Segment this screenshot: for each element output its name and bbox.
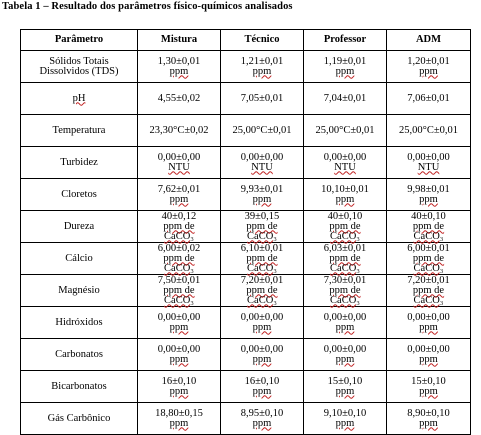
measured-value: 40±0,10	[327, 210, 363, 222]
unit-label: NTU	[417, 161, 440, 173]
unit-label: CaCO₃	[164, 230, 194, 242]
value-cell-calcio-professor	[304, 243, 387, 275]
table-row-tds	[21, 51, 471, 83]
value-cell-bicarbonatos-tecnico	[221, 371, 304, 403]
measured-value: 8,95±0,10	[240, 407, 284, 419]
parameter-cell-magnesio	[21, 275, 138, 307]
unit-label: CaCO₃	[413, 294, 444, 306]
unit-label: ppm de	[246, 252, 278, 264]
parameter-cell-temperatura	[21, 115, 138, 147]
unit-label: CaCO₃	[164, 262, 194, 274]
measured-value: 25,00°C±0,01	[315, 124, 375, 136]
unit-label: CaCO₃	[413, 230, 444, 242]
measured-value: 18,80±0,15	[155, 407, 203, 419]
measured-value: 0,00±0,00	[240, 151, 284, 163]
value-cell-ph-tecnico	[221, 83, 304, 115]
measured-value: 6,10±0,01	[240, 242, 284, 254]
value-cell-magnesio-mistura	[138, 275, 221, 307]
measured-value: 6,00±0,01	[407, 242, 450, 254]
parameter-cell-cloretos	[21, 179, 138, 211]
unit-label: ppm de	[246, 220, 278, 232]
table-caption: Tabela 1 – Resultado dos parâmetros físico-químicos analisados	[2, 1, 293, 12]
value-cell-bicarbonatos-adm	[387, 371, 471, 403]
measured-value: 1,21±0,01	[240, 55, 284, 67]
value-cell-tds-mistura	[138, 51, 221, 83]
measured-value: 0,00±0,00	[407, 151, 450, 163]
measured-value: 0,00±0,00	[323, 311, 367, 323]
unit-label: ppm	[169, 321, 189, 333]
unit-label: CaCO₃	[330, 230, 360, 242]
parameter-label: pH	[72, 92, 86, 104]
header-cell-mistura: Mistura	[138, 30, 221, 51]
unit-label: ppm de	[412, 252, 445, 264]
unit-label: CaCO₃	[247, 294, 277, 306]
unit-label: ppm	[169, 353, 189, 365]
measured-value: 7,05±0,01	[240, 92, 284, 104]
unit-label: ppm	[419, 321, 438, 333]
unit-label: CaCO₃	[247, 230, 277, 242]
measured-value: 10,10±0,01	[321, 183, 369, 195]
value-cell-temperatura-adm	[387, 115, 471, 147]
unit-label: ppm	[169, 385, 189, 397]
unit-label: ppm de	[246, 284, 278, 296]
measured-value: 7,30±0,01	[323, 274, 367, 286]
value-cell-tds-professor	[304, 51, 387, 83]
header-cell-professor: Professor	[304, 30, 387, 51]
measured-value: 0,00±0,00	[240, 311, 284, 323]
value-cell-carbonatos-tecnico	[221, 339, 304, 371]
value-cell-hidroxidos-tecnico	[221, 307, 304, 339]
table-row-calcio	[21, 243, 471, 275]
unit-label: ppm	[419, 353, 438, 365]
parameter-cell-tds	[21, 51, 138, 83]
parameter-cell-bicarbonatos	[21, 371, 138, 403]
unit-label: ppm	[335, 417, 355, 429]
parameter-label: Hidróxidos	[55, 316, 103, 328]
value-cell-tds-adm	[387, 51, 471, 83]
parameter-label: Gás Carbônico	[47, 412, 111, 424]
measured-value: 9,93±0,01	[240, 183, 284, 195]
measured-value: 25,00°C±0,01	[232, 124, 292, 136]
unit-label: ppm de	[329, 284, 361, 296]
measured-value: 15±0,10	[411, 375, 446, 387]
unit-label: ppm	[335, 321, 355, 333]
measured-value: 0,00±0,00	[407, 343, 450, 355]
measured-value: 0,00±0,00	[407, 311, 450, 323]
value-cell-gas-carbonico-professor	[304, 403, 387, 435]
parameter-label: Bicarbonatos	[51, 380, 107, 392]
unit-label: ppm	[252, 65, 272, 77]
measured-value: 1,20±0,01	[407, 55, 450, 67]
measured-value: 25,00°C±0,01	[399, 124, 458, 136]
parameter-label: Dissolvidos (TDS)	[39, 65, 119, 77]
table-row-hidroxidos	[21, 307, 471, 339]
unit-label: NTU	[251, 161, 273, 173]
value-cell-turbidez-tecnico	[221, 147, 304, 179]
value-cell-magnesio-tecnico	[221, 275, 304, 307]
value-cell-temperatura-tecnico	[221, 115, 304, 147]
measured-value: 39±0,15	[244, 210, 280, 222]
unit-label: ppm	[252, 417, 272, 429]
unit-label: ppm	[419, 417, 438, 429]
unit-label: ppm	[335, 65, 355, 77]
value-cell-dureza-professor	[304, 211, 387, 243]
measured-value: 40±0,10	[411, 210, 446, 222]
value-cell-dureza-tecnico	[221, 211, 304, 243]
table-row-turbidez	[21, 147, 471, 179]
parameter-label: Magnésio	[58, 284, 100, 296]
measured-value: 7,04±0,01	[323, 92, 367, 104]
value-cell-cloretos-mistura	[138, 179, 221, 211]
value-cell-hidroxidos-mistura	[138, 307, 221, 339]
value-cell-cloretos-professor	[304, 179, 387, 211]
measured-value: 0,00±0,00	[157, 311, 201, 323]
table-row-cloretos	[21, 179, 471, 211]
value-cell-calcio-adm	[387, 243, 471, 275]
unit-label: ppm	[335, 385, 355, 397]
parameter-cell-calcio	[21, 243, 138, 275]
measured-value: 7,06±0,01	[407, 92, 450, 104]
measured-value: 16±0,10	[161, 375, 197, 387]
table-row-carbonatos	[21, 339, 471, 371]
header-cell-adm: ADM	[387, 30, 471, 51]
parameter-cell-gas-carbonico	[21, 403, 138, 435]
unit-label: CaCO₃	[247, 262, 277, 274]
unit-label: ppm	[169, 65, 189, 77]
table-row-dureza	[21, 211, 471, 243]
unit-label: ppm	[252, 385, 272, 397]
unit-label: ppm de	[329, 252, 361, 264]
measured-value: 9,98±0,01	[407, 183, 450, 195]
value-cell-bicarbonatos-professor	[304, 371, 387, 403]
table-row-ph	[21, 83, 471, 115]
unit-label: ppm	[252, 193, 272, 205]
table-row-temperatura	[21, 115, 471, 147]
value-cell-ph-professor	[304, 83, 387, 115]
measured-value: 7,62±0,01	[157, 183, 201, 195]
measured-value: 4,55±0,02	[157, 92, 201, 104]
header-row	[21, 30, 471, 51]
value-cell-hidroxidos-adm	[387, 307, 471, 339]
unit-label: CaCO₃	[164, 294, 194, 306]
value-cell-ph-mistura	[138, 83, 221, 115]
parameter-label: Dureza	[63, 220, 95, 232]
value-cell-cloretos-adm	[387, 179, 471, 211]
value-cell-dureza-mistura	[138, 211, 221, 243]
measured-value: 9,10±0,10	[323, 407, 367, 419]
parameter-cell-turbidez	[21, 147, 138, 179]
measured-value: 7,20±0,01	[240, 274, 284, 286]
parameter-cell-dureza	[21, 211, 138, 243]
measured-value: 7,20±0,01	[407, 274, 450, 286]
measured-value: 7,50±0,01	[157, 274, 201, 286]
value-cell-carbonatos-mistura	[138, 339, 221, 371]
parameter-label: Sólidos Totais	[49, 55, 109, 67]
measured-value: 0,00±0,00	[323, 151, 367, 163]
measured-value: 1,30±0,01	[157, 55, 201, 67]
measured-value: 0,00±0,00	[240, 343, 284, 355]
value-cell-ph-adm	[387, 83, 471, 115]
parameter-label: Cálcio	[65, 252, 93, 264]
parameter-label: Temperatura	[52, 124, 106, 136]
measured-value: 6,03±0,01	[323, 242, 367, 254]
unit-label: NTU	[168, 161, 190, 173]
unit-label: ppm	[419, 193, 438, 205]
unit-label: ppm de	[329, 220, 361, 232]
results-table	[20, 29, 471, 435]
unit-label: ppm	[169, 193, 189, 205]
unit-label: ppm	[169, 417, 189, 429]
unit-label: ppm de	[412, 220, 445, 232]
parameter-cell-hidroxidos	[21, 307, 138, 339]
value-cell-calcio-mistura	[138, 243, 221, 275]
measured-value: 0,00±0,00	[157, 151, 201, 163]
parameter-label: Carbonatos	[55, 348, 103, 360]
value-cell-dureza-adm	[387, 211, 471, 243]
unit-label: ppm	[419, 385, 438, 397]
value-cell-gas-carbonico-adm	[387, 403, 471, 435]
value-cell-carbonatos-professor	[304, 339, 387, 371]
value-cell-magnesio-professor	[304, 275, 387, 307]
value-cell-turbidez-professor	[304, 147, 387, 179]
unit-label: CaCO₃	[330, 262, 360, 274]
value-cell-temperatura-mistura	[138, 115, 221, 147]
unit-label: ppm de	[163, 252, 195, 264]
unit-label: ppm	[252, 321, 272, 333]
measured-value: 16±0,10	[244, 375, 280, 387]
unit-label: ppm	[419, 65, 438, 77]
parameter-cell-ph	[21, 83, 138, 115]
measured-value: 40±0,12	[161, 210, 197, 222]
measured-value: 1,19±0,01	[323, 55, 367, 67]
table-row-magnesio	[21, 275, 471, 307]
parameter-label: Turbidez	[60, 156, 98, 168]
header-cell-parametro: Parâmetro	[21, 30, 138, 51]
parameter-cell-carbonatos	[21, 339, 138, 371]
value-cell-bicarbonatos-mistura	[138, 371, 221, 403]
measured-value: 23,30°C±0,02	[149, 124, 209, 136]
value-cell-turbidez-mistura	[138, 147, 221, 179]
measured-value: 15±0,10	[327, 375, 363, 387]
unit-label: ppm de	[163, 220, 195, 232]
value-cell-gas-carbonico-tecnico	[221, 403, 304, 435]
unit-label: ppm de	[412, 284, 445, 296]
parameter-label: Cloretos	[61, 188, 97, 200]
value-cell-tds-tecnico	[221, 51, 304, 83]
unit-label: CaCO₃	[413, 262, 444, 274]
unit-label: CaCO₃	[330, 294, 360, 306]
measured-value: 0,00±0,00	[323, 343, 367, 355]
measured-value: 0,00±0,00	[157, 343, 201, 355]
value-cell-hidroxidos-professor	[304, 307, 387, 339]
unit-label: NTU	[334, 161, 356, 173]
unit-label: ppm	[335, 353, 355, 365]
header-cell-tecnico: Técnico	[221, 30, 304, 51]
table-row-gas-carbonico	[21, 403, 471, 435]
value-cell-gas-carbonico-mistura	[138, 403, 221, 435]
value-cell-temperatura-professor	[304, 115, 387, 147]
value-cell-calcio-tecnico	[221, 243, 304, 275]
measured-value: 8,90±0,10	[407, 407, 450, 419]
table-body	[21, 51, 471, 435]
value-cell-turbidez-adm	[387, 147, 471, 179]
unit-label: ppm	[252, 353, 272, 365]
value-cell-carbonatos-adm	[387, 339, 471, 371]
value-cell-magnesio-adm	[387, 275, 471, 307]
measured-value: 6,00±0,02	[157, 242, 201, 254]
value-cell-cloretos-tecnico	[221, 179, 304, 211]
unit-label: ppm de	[163, 284, 195, 296]
unit-label: ppm	[335, 193, 355, 205]
table-row-bicarbonatos	[21, 371, 471, 403]
